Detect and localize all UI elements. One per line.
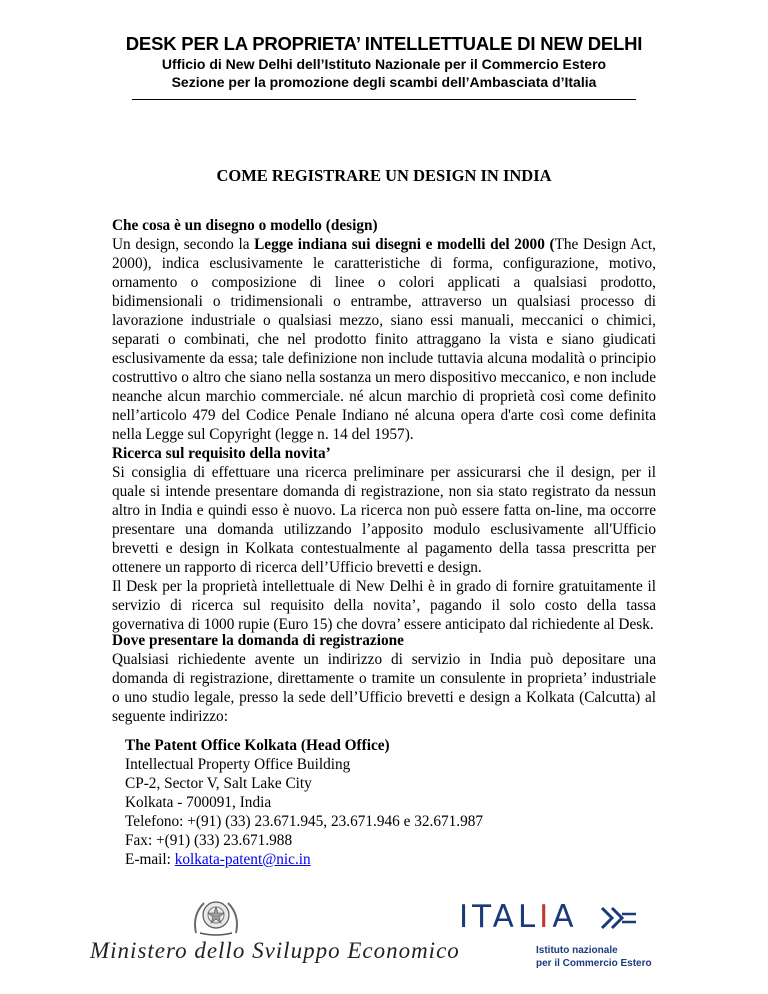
office-phone: Telefono: +(91) (33) 23.671.945, 23.671.946 e 32.671.987: [125, 813, 484, 830]
section-heading: Che cosa è un disegno o modello (design): [112, 217, 378, 234]
italia-text-bar: I: [539, 899, 553, 935]
office-building: Intellectual Property Office Building: [125, 756, 351, 773]
header-title: DESK PER LA PROPRIETA’ INTELLETTUALE DI NEW DELHI: [125, 33, 643, 54]
ice-chevrons-logo-icon: [598, 904, 638, 932]
italia-text-b: A: [552, 899, 578, 935]
document-title: COME REGISTRARE UN DESIGN IN INDIA: [216, 166, 552, 185]
header-rule: [132, 99, 636, 100]
italia-logo: [459, 899, 578, 935]
section-novelty-search: [112, 444, 656, 634]
section-paragraph: Il Desk per la proprietà intellettuale di New Delhi è in grado di fornire gratuitamente il servizio di ricerca sul requisito della novita’, pagando il solo costo della tassa governativa di 1000 rupie (Euro 15) che dovra’ essere anticipato dal richiedente al Desk.: [112, 578, 656, 633]
italia-text-a: ITAL: [459, 899, 540, 935]
office-fax: Fax: +(91) (33) 23.671.988: [125, 832, 293, 849]
paragraph-intro: Un design, secondo la: [112, 236, 255, 253]
office-city: Kolkata - 700091, India: [125, 794, 272, 811]
section-where-to-apply: [112, 631, 656, 726]
section-definition: [112, 216, 656, 444]
ice-line-1: Istituto nazionale: [536, 945, 618, 956]
office-email-row: [125, 850, 483, 869]
law-name: Legge indiana sui disegni e modelli del 2000 (: [254, 236, 555, 253]
paragraph-body: The Design Act, 2000), indica esclusivamente le caratteristiche di forma, configurazione, motivo, ornamento o composizione di linee o colori applicati a qualsiasi prodotto, bidimensionali o tridimensionali o entrambe, attraverso un qualsiasi processo di lavorazione industriale o qualsiasi mezzo, siano essi manuali, meccanici o chimici, separati o combinati, che nel prodotto finito attraggano la vista e siano giudicati esclusivamente da essa; tale definizione non include tuttavia alcuna modalità o principio costruttivo o altro che siano nella sostanza un mero dispositivo meccanico, e non include neanche alcun marchio commerciale. né alcun marchio di proprietà così come definito nell’articolo 479 del Codice Penale Indiano né alcuna opera d'arte così come definita nella Legge sul Copyright (legge n. 14 del 1957).: [112, 236, 656, 443]
italian-republic-emblem-icon: [190, 893, 242, 937]
office-name: The Patent Office Kolkata (Head Office): [125, 737, 390, 754]
patent-office-address: [125, 736, 483, 869]
section-heading: Dove presentare la domanda di registrazione: [112, 632, 404, 649]
email-label: E-mail:: [125, 851, 175, 868]
header-subtitle-2: Sezione per la promozione degli scambi dell’Ambasciata d’Italia: [171, 74, 597, 90]
section-paragraph: Si consiglia di effettuare una ricerca preliminare per assicurarsi che il design, per il quale si intende presentare domanda di registrazione, non sia stato registrato da nessun altro in India e quindi esso è nuovo. La ricerca non può essere fatta on-line, ma occorre presentare una domanda utilizzando l’apposito modulo esclusivamente all'Ufficio brevetti e design in Kolkata contestualmente al pagamento della tassa prescritta per ottenere un rapporto di ricerca dell’Ufficio brevetti e design.: [112, 464, 656, 576]
ice-line-2: per il Commercio Estero: [536, 958, 652, 969]
section-heading: Ricerca sul requisito della novita’: [112, 445, 331, 462]
ministero-logo-text: Ministero dello Sviluppo Economico: [90, 938, 460, 963]
section-paragraph: [112, 235, 656, 444]
header-subtitle-1: Ufficio di New Delhi dell’Istituto Nazionale per il Commercio Estero: [161, 56, 607, 72]
office-street: CP-2, Sector V, Salt Lake City: [125, 775, 312, 792]
ice-institute-name: [536, 944, 652, 970]
email-link[interactable]: kolkata-patent@nic.in: [174, 851, 311, 868]
section-paragraph: Qualsiasi richiedente avente un indirizzo di servizio in India può depositare una domanda di registrazione, direttamente o tramite un consulente in proprieta’ industriale o uno studio legale, presso la sede dell’Ufficio brevetti e design a Kolkata (Calcutta) al seguente indirizzo:: [112, 651, 656, 725]
